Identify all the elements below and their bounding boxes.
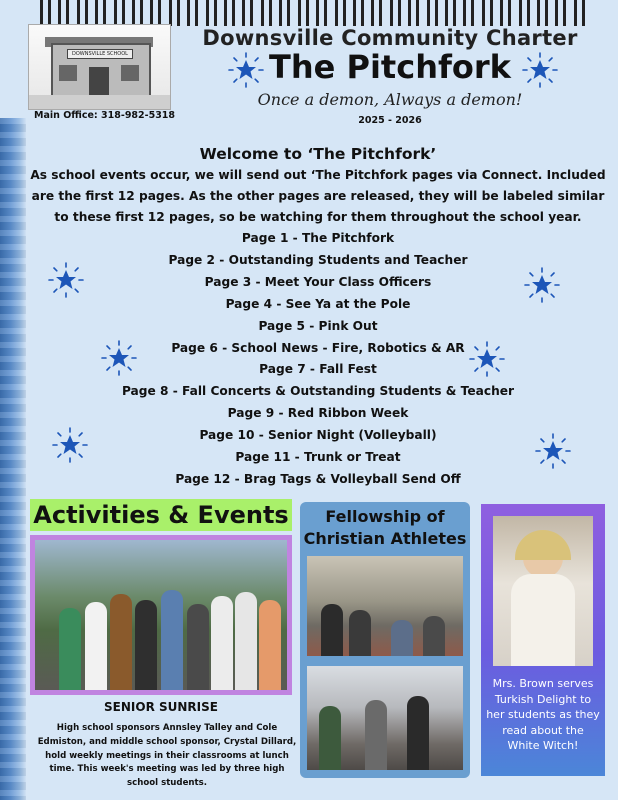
spiral-ring [519,0,530,26]
spiral-ring [187,0,198,26]
senior-sunrise-photo [35,540,287,690]
spiral-ring [40,0,51,26]
spiral-ring [500,0,511,26]
mrs-brown-photo [493,516,593,666]
fca-panel [300,502,470,778]
spiral-ring [555,0,566,26]
spiral-ring [463,0,474,26]
spiral-ring [95,0,106,26]
star-icon [228,52,264,88]
spiral-ring [298,0,309,26]
spiral-ring [169,0,180,26]
welcome-heading: Welcome to ‘The Pitchfork’ [199,145,437,163]
list-item: Page 10 - Senior Night (Volleyball) [199,428,437,443]
spiral-ring [335,0,346,26]
photo-caption: High school sponsors Annsley Talley and Cole Edmiston, and middle school sponsor, Crystal Dillard, hold weekly meetings in their classrooms at lunch time. This week's meeting was led by three high school students. [37,723,297,789]
list-item: Page 3 - Meet Your Class Officers [204,274,432,289]
main-office-phone: Main Office: 318-982-5318 [34,110,176,121]
spiral-ring [224,0,235,26]
spiral-ring [390,0,401,26]
spiral-ring [353,0,364,26]
logo-sign: DOWNSVILLE SCHOOL [67,49,133,59]
spiral-ring [574,0,585,26]
spiral-ring [537,0,548,26]
school-motto: Once a demon, Always a demon! [257,90,523,109]
spiral-ring [150,0,161,26]
star-icon [522,52,558,88]
fca-title [300,506,470,550]
spiral-ring [114,0,125,26]
list-item: Page 5 - Pink Out [258,318,378,333]
mrs-brown-caption: Mrs. Brown serves Turkish Delight to her students as they read about the White Witch! [486,677,600,753]
spiral-ring [408,0,419,26]
fca-presentation-photo [307,666,463,770]
spiral-ring [132,0,143,26]
spiral-ring [261,0,272,26]
list-item: Page 12 - Brag Tags & Volleyball Send Off [175,471,461,486]
newsletter-title: The Pitchfork [269,48,511,86]
list-item: Page 11 - Trunk or Treat [235,450,401,465]
spiral-ring [279,0,290,26]
spiral-ring [445,0,456,26]
list-item: Page 4 - See Ya at the Pole [225,296,411,311]
list-item: Page 1 - The Pitchfork [241,231,395,245]
spiral-ring [427,0,438,26]
fca-title-line: Christian Athletes [303,529,467,548]
list-item: Page 7 - Fall Fest [259,362,377,377]
school-name: Downsville Community Charter [202,26,578,50]
page-list [28,228,608,491]
list-item: Page 8 - Fall Concerts & Outstanding Students & Teacher [121,384,515,399]
senior-sunrise-photo-frame [30,535,292,695]
activities-heading: Activities & Events [30,499,292,531]
spiral-ring [242,0,253,26]
fca-classroom-photo [307,556,463,656]
mrs-brown-panel [481,504,605,776]
spiral-ring [316,0,327,26]
fca-title-line: Fellowship of [325,507,445,526]
school-building-logo [28,24,171,110]
list-item: Page 9 - Red Ribbon Week [227,406,409,421]
list-item: Page 6 - School News - Fire, Robotics & AR [171,340,465,355]
spiral-ring [77,0,88,26]
watercolor-stripe [0,118,26,800]
spiral-ring [371,0,382,26]
school-year: 2025 - 2026 [358,115,422,126]
photo-caption-title: SENIOR SUNRISE [104,700,218,714]
welcome-section [28,145,608,491]
spiral-ring [482,0,493,26]
spiral-ring [206,0,217,26]
spiral-ring [58,0,69,26]
welcome-intro: As school events occur, we will send out ‘The Pitchfork pages via Connect. Included are the first 12 pages. As the other pages are released, they will be labeled similar to these first 12 pages, so be watching for them throughout the school year. [30,168,606,224]
list-item: Page 2 - Outstanding Students and Teacher [168,252,468,267]
